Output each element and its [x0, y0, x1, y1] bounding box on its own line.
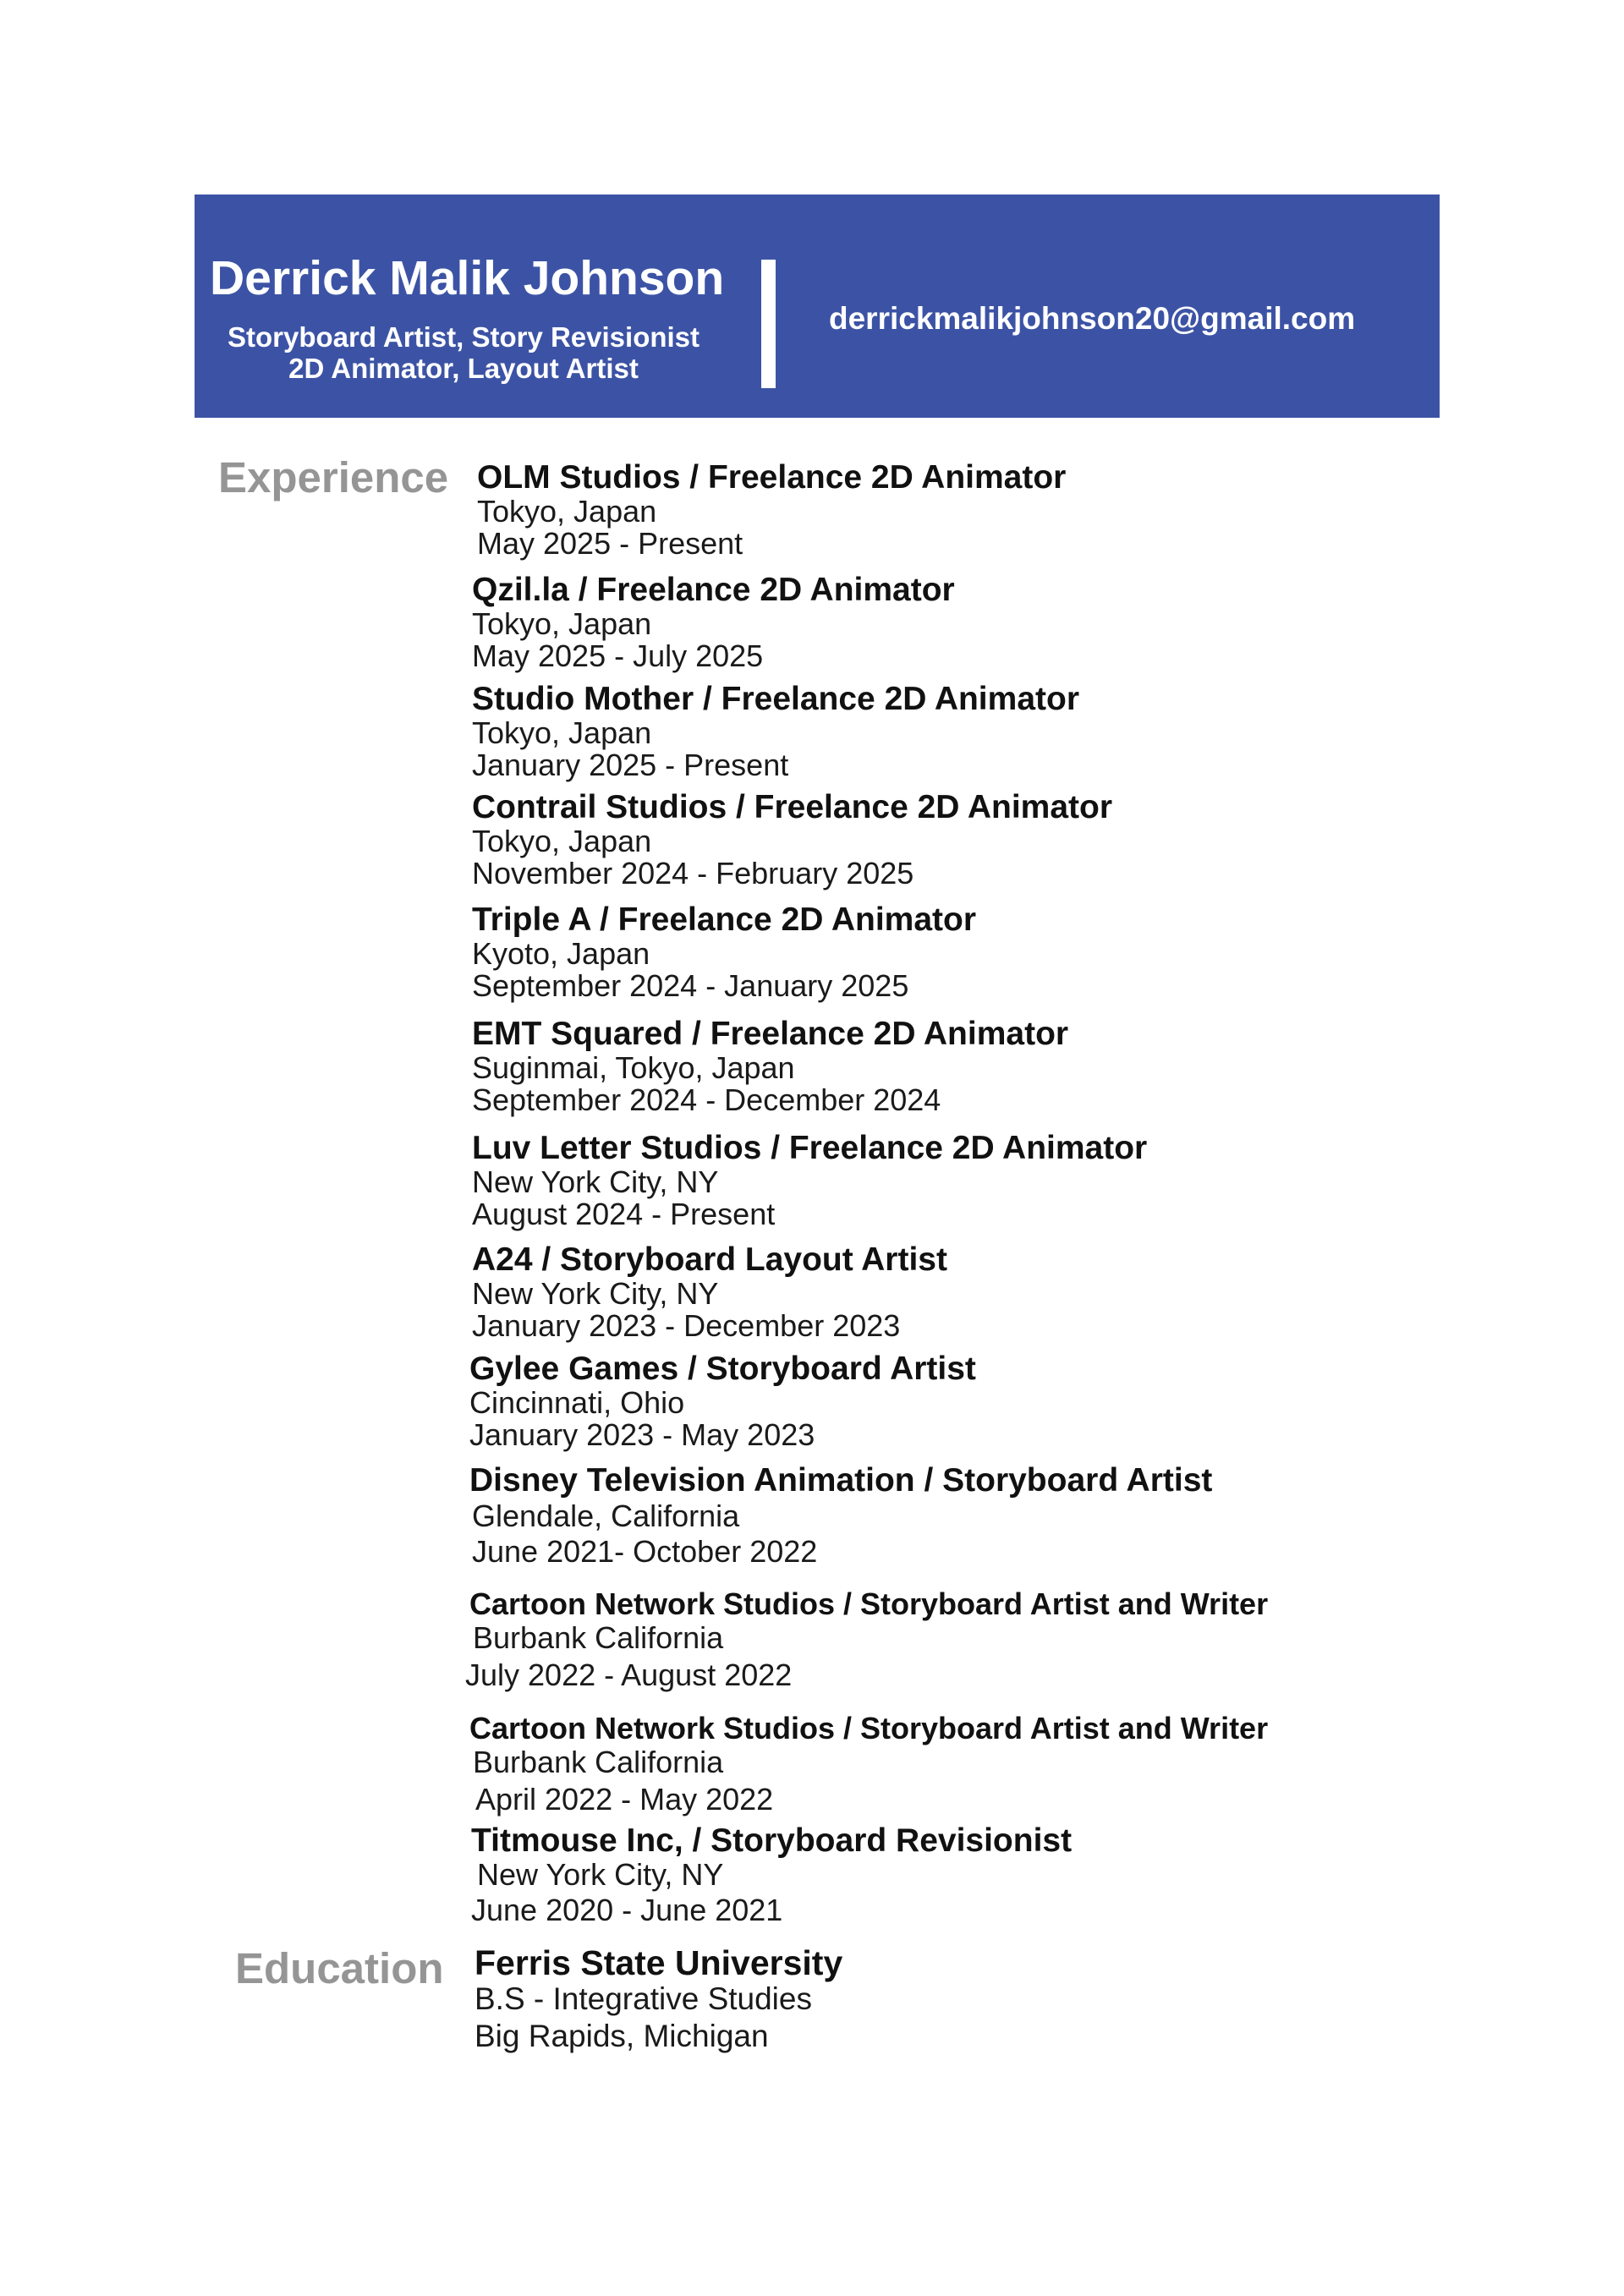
header-divider [761, 260, 776, 388]
role-line: Storyboard Artist, Story Revisionist [227, 321, 700, 353]
entry-dates: January 2023 - May 2023 [469, 1417, 815, 1452]
entry-title: Titmouse Inc, / Storyboard Revisionist [471, 1822, 1073, 1859]
experience-entry [469, 1351, 976, 1451]
entry-location: Tokyo, Japan [472, 824, 652, 858]
entry-location: Big Rapids, Michigan [475, 2019, 769, 2053]
entry-title: Studio Mother / Freelance 2D Animator [472, 681, 1079, 717]
candidate-name: Derrick Malik Johnson [210, 251, 725, 305]
experience-entry [472, 1242, 947, 1342]
entry-location: Glendale, California [472, 1499, 740, 1533]
experience-entry [471, 1823, 1072, 1926]
entry-title: Gylee Games / Storyboard Artist [469, 1351, 976, 1387]
experience-entry [469, 1711, 1268, 1816]
entry-location: Tokyo, Japan [477, 494, 657, 529]
experience-entry [477, 460, 1066, 560]
entry-location: New York City, NY [472, 1164, 719, 1199]
entry-title: Contrail Studios / Freelance 2D Animator [472, 789, 1113, 825]
education-entry [475, 1945, 842, 2055]
entry-dates: May 2025 - July 2025 [472, 638, 764, 673]
education-heading: Education [235, 1944, 444, 1992]
entry-dates: September 2024 - December 2024 [472, 1082, 941, 1117]
entry-title: Ferris State University [475, 1943, 843, 1982]
entry-title: Qzil.la / Freelance 2D Animator [472, 572, 955, 608]
entry-dates: January 2025 - Present [472, 748, 789, 782]
entry-title: Disney Television Animation / Storyboard Artist [469, 1462, 1213, 1499]
entry-dates: January 2023 - December 2023 [472, 1308, 901, 1343]
entry-title: Luv Letter Studios / Freelance 2D Animator [472, 1130, 1148, 1166]
entry-title: Triple A / Freelance 2D Animator [472, 901, 977, 938]
entry-location: Suginmai, Tokyo, Japan [472, 1050, 795, 1085]
contact-email[interactable]: derrickmalikjohnson20@gmail.com [829, 301, 1356, 336]
entry-degree: B.S - Integrative Studies [475, 1981, 812, 2016]
experience-entry [472, 790, 1112, 890]
experience-heading: Experience [218, 453, 449, 501]
entry-title: A24 / Storyboard Layout Artist [472, 1241, 947, 1278]
experience-entry [472, 902, 976, 1002]
entry-dates: May 2025 - Present [477, 526, 743, 561]
entry-dates: July 2022 - August 2022 [465, 1658, 793, 1692]
experience-entry [465, 1586, 1269, 1692]
entry-title: Cartoon Network Studios / Storyboard Artist and Writer [469, 1711, 1269, 1745]
entry-location: Cincinnati, Ohio [469, 1385, 685, 1420]
entry-dates: June 2021- October 2022 [472, 1534, 818, 1569]
experience-entry [472, 1016, 1068, 1116]
entry-location: New York City, NY [472, 1276, 719, 1311]
entry-dates: September 2024 - January 2025 [472, 968, 909, 1003]
entry-location: Burbank California [473, 1620, 724, 1655]
entry-dates: August 2024 - Present [472, 1197, 776, 1231]
resume-header [195, 195, 1440, 418]
entry-title: OLM Studios / Freelance 2D Animator [477, 459, 1067, 496]
entry-dates: June 2020 - June 2021 [471, 1893, 783, 1927]
entry-location: Tokyo, Japan [472, 715, 652, 750]
entry-title: Cartoon Network Studios / Storyboard Artist and Writer [469, 1586, 1269, 1621]
experience-entry [469, 1463, 1212, 1568]
entry-location: New York City, NY [477, 1857, 724, 1892]
entry-dates: November 2024 - February 2025 [472, 856, 914, 890]
entry-location: Burbank California [473, 1745, 724, 1779]
candidate-roles [210, 321, 717, 384]
experience-entry [472, 573, 955, 672]
role-line: 2D Animator, Layout Artist [288, 353, 639, 384]
entry-location: Tokyo, Japan [472, 606, 652, 641]
entry-dates: April 2022 - May 2022 [475, 1782, 774, 1817]
entry-location: Kyoto, Japan [472, 936, 650, 971]
experience-entry [472, 1131, 1147, 1230]
experience-entry [472, 682, 1079, 781]
entry-title: EMT Squared / Freelance 2D Animator [472, 1016, 1069, 1052]
